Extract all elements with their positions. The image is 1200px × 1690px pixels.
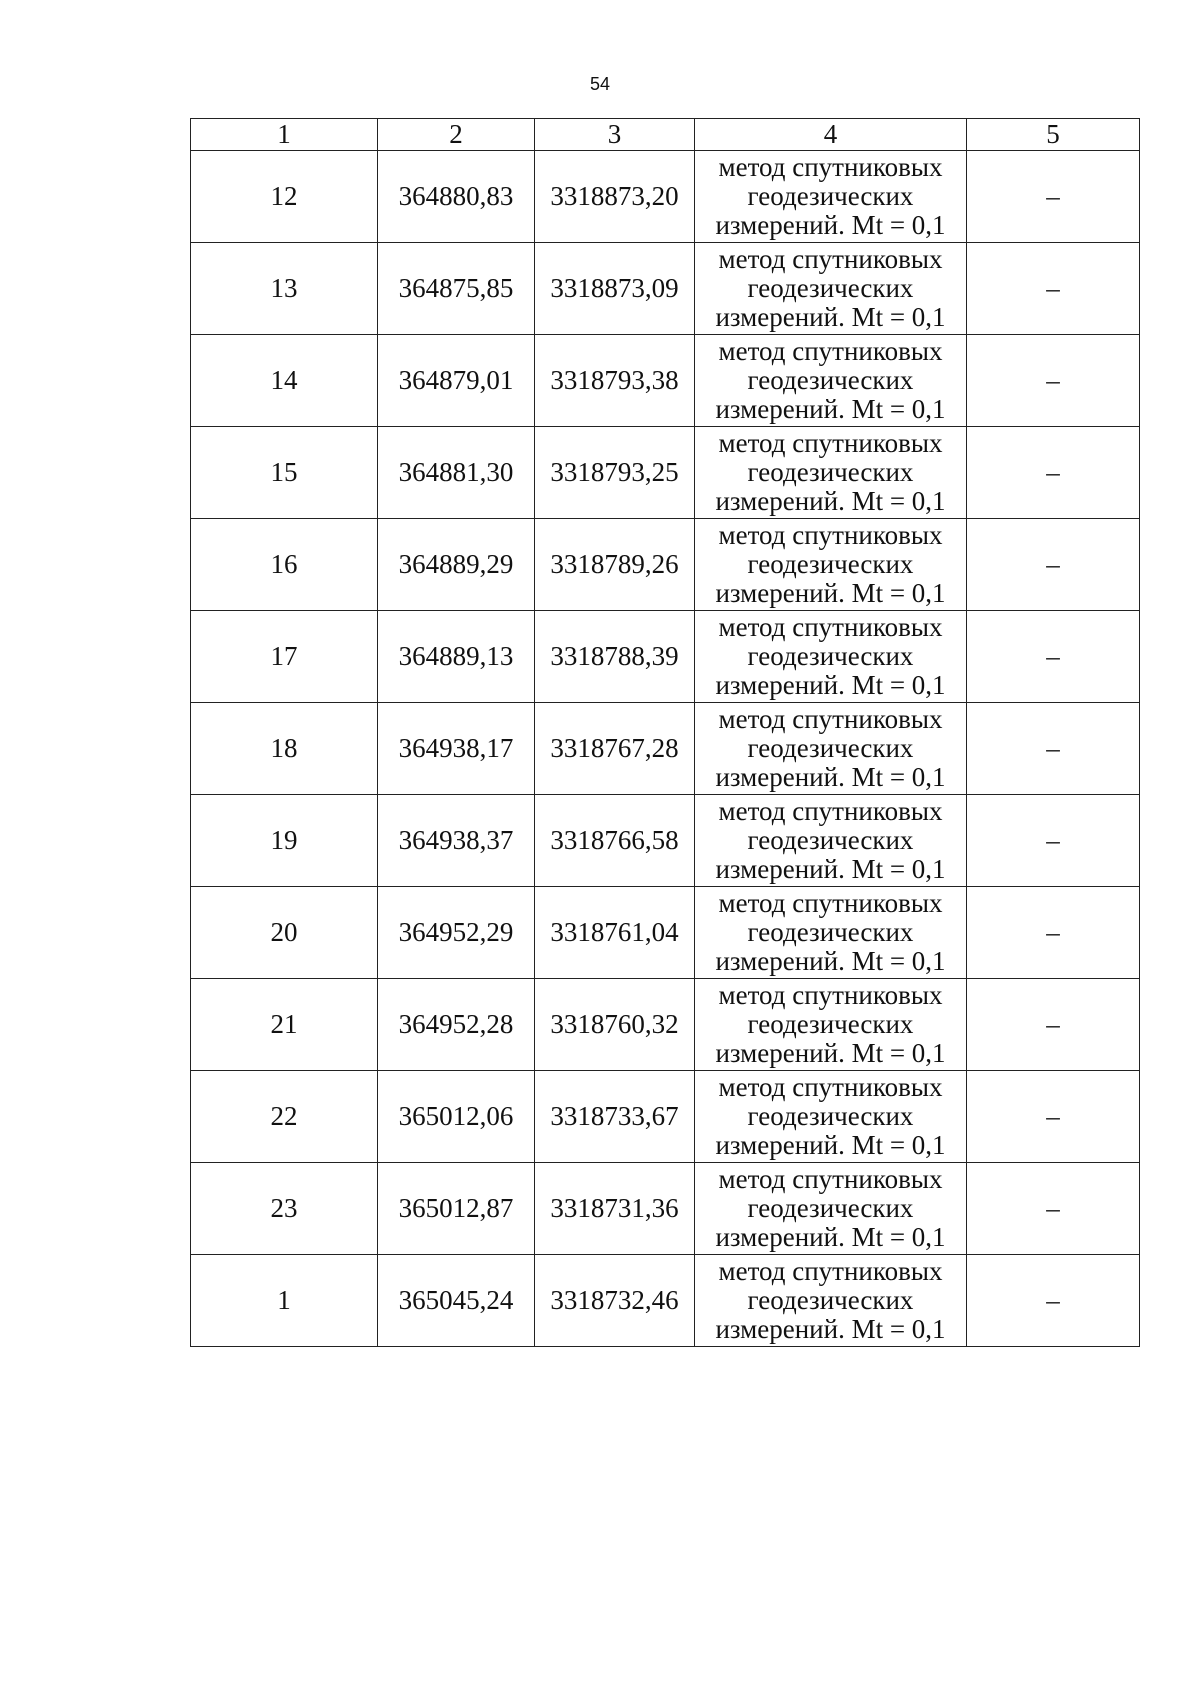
table-row xyxy=(191,979,1140,1071)
column-header-3: 3 xyxy=(535,119,695,151)
column-header-4: 4 xyxy=(695,119,967,151)
method-text-line: измерений. Mt = 0,1 xyxy=(715,854,946,884)
y-coordinate-cell: 3318731,36 xyxy=(535,1163,695,1255)
method-cell xyxy=(695,1071,967,1163)
method-text-line: геодезических xyxy=(747,733,914,763)
column-header-2: 2 xyxy=(378,119,535,151)
table-row xyxy=(191,887,1140,979)
x-coordinate-cell: 364879,01 xyxy=(378,335,535,427)
method-text-line: метод спутниковых xyxy=(718,704,943,734)
method-cell xyxy=(695,887,967,979)
method-text-line: метод спутниковых xyxy=(718,888,943,918)
method-text-line: измерений. Mt = 0,1 xyxy=(715,210,946,240)
method-text-line: геодезических xyxy=(747,457,914,487)
method-cell xyxy=(695,795,967,887)
point-number-cell: 18 xyxy=(191,703,378,795)
note-cell: – xyxy=(967,1255,1140,1347)
method-text-line: геодезических xyxy=(747,917,914,947)
x-coordinate-cell: 364938,17 xyxy=(378,703,535,795)
method-cell xyxy=(695,1163,967,1255)
point-number-cell: 17 xyxy=(191,611,378,703)
x-coordinate-cell: 364952,28 xyxy=(378,979,535,1071)
note-cell: – xyxy=(967,519,1140,611)
table-row xyxy=(191,1163,1140,1255)
method-text-line: метод спутниковых xyxy=(718,1164,943,1194)
x-coordinate-cell: 364875,85 xyxy=(378,243,535,335)
method-cell xyxy=(695,243,967,335)
method-text-line: геодезических xyxy=(747,1193,914,1223)
method-text-line: измерений. Mt = 0,1 xyxy=(715,486,946,516)
method-text-line: метод спутниковых xyxy=(718,520,943,550)
method-text-line: метод спутниковых xyxy=(718,980,943,1010)
note-cell: – xyxy=(967,1071,1140,1163)
y-coordinate-cell: 3318732,46 xyxy=(535,1255,695,1347)
table-row xyxy=(191,795,1140,887)
point-number-cell: 22 xyxy=(191,1071,378,1163)
table-body xyxy=(191,151,1140,1347)
coordinates-table xyxy=(190,118,1140,1347)
table-row xyxy=(191,1255,1140,1347)
method-cell xyxy=(695,979,967,1071)
x-coordinate-cell: 365045,24 xyxy=(378,1255,535,1347)
method-text-line: измерений. Mt = 0,1 xyxy=(715,1314,946,1344)
table-row xyxy=(191,1071,1140,1163)
method-text-line: геодезических xyxy=(747,365,914,395)
table-row xyxy=(191,427,1140,519)
method-text-line: измерений. Mt = 0,1 xyxy=(715,302,946,332)
y-coordinate-cell: 3318793,25 xyxy=(535,427,695,519)
x-coordinate-cell: 365012,87 xyxy=(378,1163,535,1255)
note-cell: – xyxy=(967,979,1140,1071)
method-text-line: геодезических xyxy=(747,549,914,579)
note-cell: – xyxy=(967,887,1140,979)
method-cell xyxy=(695,519,967,611)
point-number-cell: 13 xyxy=(191,243,378,335)
method-text-line: измерений. Mt = 0,1 xyxy=(715,394,946,424)
method-text-line: измерений. Mt = 0,1 xyxy=(715,1222,946,1252)
method-text-line: метод спутниковых xyxy=(718,1072,943,1102)
method-text-line: метод спутниковых xyxy=(718,1256,943,1286)
point-number-cell: 1 xyxy=(191,1255,378,1347)
x-coordinate-cell: 364938,37 xyxy=(378,795,535,887)
x-coordinate-cell: 364881,30 xyxy=(378,427,535,519)
x-coordinate-cell: 364952,29 xyxy=(378,887,535,979)
y-coordinate-cell: 3318789,26 xyxy=(535,519,695,611)
method-text-line: измерений. Mt = 0,1 xyxy=(715,1130,946,1160)
x-coordinate-cell: 364880,83 xyxy=(378,151,535,243)
column-header-1: 1 xyxy=(191,119,378,151)
method-cell xyxy=(695,703,967,795)
note-cell: – xyxy=(967,611,1140,703)
point-number-cell: 15 xyxy=(191,427,378,519)
point-number-cell: 20 xyxy=(191,887,378,979)
method-text-line: метод спутниковых xyxy=(718,152,943,182)
point-number-cell: 12 xyxy=(191,151,378,243)
note-cell: – xyxy=(967,335,1140,427)
method-text-line: метод спутниковых xyxy=(718,796,943,826)
method-text-line: измерений. Mt = 0,1 xyxy=(715,946,946,976)
y-coordinate-cell: 3318788,39 xyxy=(535,611,695,703)
point-number-cell: 19 xyxy=(191,795,378,887)
method-cell xyxy=(695,335,967,427)
method-cell xyxy=(695,1255,967,1347)
method-text-line: измерений. Mt = 0,1 xyxy=(715,762,946,792)
method-text-line: измерений. Mt = 0,1 xyxy=(715,1038,946,1068)
y-coordinate-cell: 3318760,32 xyxy=(535,979,695,1071)
note-cell: – xyxy=(967,243,1140,335)
y-coordinate-cell: 3318873,20 xyxy=(535,151,695,243)
method-text-line: метод спутниковых xyxy=(718,336,943,366)
note-cell: – xyxy=(967,1163,1140,1255)
y-coordinate-cell: 3318793,38 xyxy=(535,335,695,427)
method-text-line: метод спутниковых xyxy=(718,244,943,274)
method-text-line: геодезических xyxy=(747,1009,914,1039)
table-row xyxy=(191,243,1140,335)
point-number-cell: 16 xyxy=(191,519,378,611)
method-text-line: геодезических xyxy=(747,273,914,303)
point-number-cell: 21 xyxy=(191,979,378,1071)
note-cell: – xyxy=(967,151,1140,243)
method-text-line: геодезических xyxy=(747,1101,914,1131)
table-row xyxy=(191,611,1140,703)
column-header-5: 5 xyxy=(967,119,1140,151)
y-coordinate-cell: 3318761,04 xyxy=(535,887,695,979)
y-coordinate-cell: 3318766,58 xyxy=(535,795,695,887)
method-cell xyxy=(695,427,967,519)
header-row xyxy=(191,119,1140,151)
y-coordinate-cell: 3318873,09 xyxy=(535,243,695,335)
table-row xyxy=(191,335,1140,427)
point-number-cell: 23 xyxy=(191,1163,378,1255)
method-text-line: метод спутниковых xyxy=(718,428,943,458)
method-text-line: геодезических xyxy=(747,1285,914,1315)
y-coordinate-cell: 3318767,28 xyxy=(535,703,695,795)
method-text-line: измерений. Mt = 0,1 xyxy=(715,578,946,608)
x-coordinate-cell: 365012,06 xyxy=(378,1071,535,1163)
method-text-line: метод спутниковых xyxy=(718,612,943,642)
page-number: 54 xyxy=(589,74,611,94)
point-number-cell: 14 xyxy=(191,335,378,427)
method-text-line: геодезических xyxy=(747,825,914,855)
x-coordinate-cell: 364889,13 xyxy=(378,611,535,703)
method-cell xyxy=(695,151,967,243)
y-coordinate-cell: 3318733,67 xyxy=(535,1071,695,1163)
table-row xyxy=(191,151,1140,243)
x-coordinate-cell: 364889,29 xyxy=(378,519,535,611)
method-text-line: геодезических xyxy=(747,641,914,671)
note-cell: – xyxy=(967,795,1140,887)
note-cell: – xyxy=(967,427,1140,519)
method-text-line: геодезических xyxy=(747,181,914,211)
note-cell: – xyxy=(967,703,1140,795)
table-row xyxy=(191,703,1140,795)
method-text-line: измерений. Mt = 0,1 xyxy=(715,670,946,700)
table-row xyxy=(191,519,1140,611)
method-cell xyxy=(695,611,967,703)
